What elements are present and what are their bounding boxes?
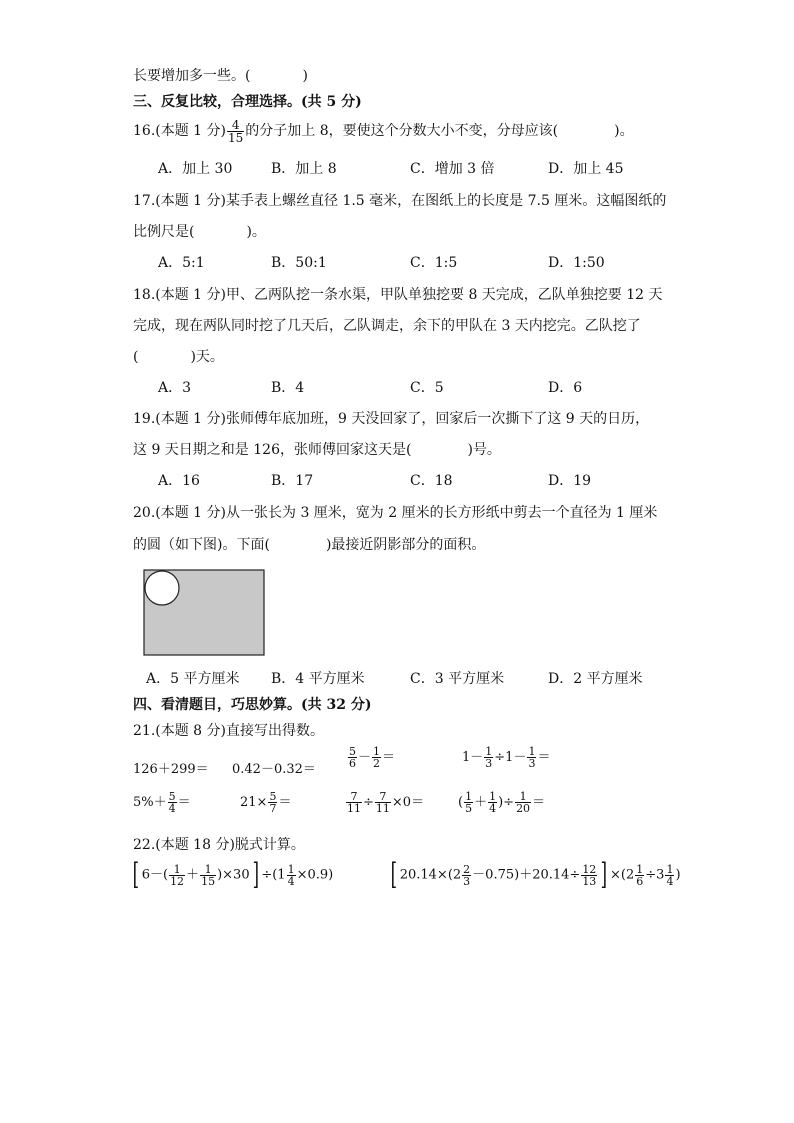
q20-line-2-text: 的圆（如下图)。下面( xyxy=(133,537,270,553)
q18-option-a[interactable]: A．3 xyxy=(158,380,192,396)
q21-prefix: 21.(本题 8 分)直接写出得数。 xyxy=(133,723,324,739)
q21-expr-6: 21× $\frac{5}{7}$ ＝ xyxy=(240,790,292,815)
q21-expr-7: $\frac{7}{11}$ ÷ $\frac{7}{11}$ ×0＝ xyxy=(347,790,425,815)
q17-option-a[interactable]: A．5:1 xyxy=(158,255,205,271)
cut-out-circle xyxy=(145,571,179,605)
q16-prefix: 16.(本题 1 分) xyxy=(133,123,226,139)
q17-line-2 xyxy=(133,222,266,242)
q18-option-d[interactable]: D．6 xyxy=(548,380,583,396)
q17-line-1: 17.(本题 1 分)某手表上螺丝直径 1.5 毫米，在图纸上的长度是 7.5 厘米。这幅图纸的 xyxy=(133,193,667,209)
q21-expr-2: 0.42－0.32＝ xyxy=(232,762,316,777)
q20-option-a[interactable]: A．5 平方厘米 xyxy=(146,671,240,687)
q16-fraction: $\frac{4}{15}$ xyxy=(228,117,244,145)
q18-line-3-open: ( xyxy=(133,349,139,365)
q18-option-c[interactable]: C．5 xyxy=(410,380,444,396)
section-3-title: 三、反复比较，合理选择。(共 5 分) xyxy=(133,94,362,110)
q16-option-c[interactable]: C．增加 3 倍 xyxy=(410,161,495,177)
q19-line-1: 19.(本题 1 分)张师傅年底加班，9 天没回家了，回家后一次撕下了这 9 天的日历， xyxy=(133,411,650,427)
q17-option-c[interactable]: C．1:5 xyxy=(410,255,458,271)
q17-option-d[interactable]: D．1:50 xyxy=(548,255,605,271)
q18-line-3 xyxy=(133,347,224,367)
q16-option-d[interactable]: D．加上 45 xyxy=(548,161,624,177)
q16-text: 的分子加上 8，要使这个分数大小不变，分母应该( xyxy=(245,123,559,139)
q18-line-2: 完成，现在两队同时挖了几天后，乙队调走，余下的甲队在 3 天内挖完。乙队挖了 xyxy=(133,318,641,334)
q22-expr-a: [ 6－( $\frac{1}{12}$ ＋ $\frac{1}{15}$ )×30] ÷(1 $\frac{1}{4}$ ×0.9) xyxy=(132,857,334,892)
q21-expr-8: ( $\frac{1}{5}$ ＋ $\frac{1}{4}$ )÷ $\frac{1}{20}$ ＝ xyxy=(458,790,546,815)
q19-option-d[interactable]: D．19 xyxy=(548,473,592,489)
q17-option-b[interactable]: B．50:1 xyxy=(271,255,327,271)
q19-line-2-text: 这 9 天日期之和是 126，张师傅回家这天是( xyxy=(133,442,412,458)
q19-line-2-end: )号。 xyxy=(467,442,501,458)
q16-option-a[interactable]: A．加上 30 xyxy=(158,161,233,177)
q20-option-d[interactable]: D．2 平方厘米 xyxy=(548,671,643,687)
q19-option-b[interactable]: B．17 xyxy=(271,473,314,489)
q22-expr-b: [ 20.14×(2 $\frac{2}{3}$ －0.75)＋20.14÷ $\frac{12}{13}$ ] ×(2 $\frac{1}{6}$ ÷3 $\frac{1}{4}$ ) xyxy=(390,857,681,892)
continuation-line xyxy=(133,66,308,86)
q20-figure xyxy=(142,568,267,658)
q16-end: )。 xyxy=(614,123,634,139)
continuation-end: ) xyxy=(302,68,308,84)
question-16 xyxy=(133,116,634,146)
continuation-text: 长要增加多一些。( xyxy=(133,68,251,84)
q18-option-b[interactable]: B．4 xyxy=(271,380,305,396)
q17-line-2-text: 比例尺是( xyxy=(133,224,195,240)
q16-option-b[interactable]: B．加上 8 xyxy=(271,161,337,177)
q20-line-1: 20.(本题 1 分)从一张长为 3 厘米，宽为 2 厘米的长方形纸中剪去一个直径为 1 厘米 xyxy=(133,505,658,521)
q19-option-a[interactable]: A．16 xyxy=(158,473,200,489)
q20-line-2 xyxy=(133,535,485,555)
q21-expr-1: 126＋299＝ xyxy=(133,762,209,777)
q19-line-2 xyxy=(133,440,501,460)
q18-line-1: 18.(本题 1 分)甲、乙两队挖一条水渠，甲队单独挖要 8 天完成，乙队单独挖要 12 天 xyxy=(133,287,663,303)
q21-expr-4: 1－ $\frac{1}{3}$ ÷1－ $\frac{1}{3}$ ＝ xyxy=(462,745,551,770)
q18-line-3-end: )天。 xyxy=(190,349,224,365)
q17-line-2-end: )。 xyxy=(246,224,266,240)
q20-line-2-end: )最接近阴影部分的面积。 xyxy=(325,537,486,553)
q21-expr-3: $\frac{5}{6}$ － $\frac{1}{2}$ ＝ xyxy=(349,745,396,770)
q20-option-c[interactable]: C．3 平方厘米 xyxy=(410,671,505,687)
q19-option-c[interactable]: C．18 xyxy=(410,473,453,489)
q20-option-b[interactable]: B．4 平方厘米 xyxy=(271,671,365,687)
section-4-title: 四、看清题目，巧思妙算。(共 32 分) xyxy=(133,697,372,713)
q21-expr-5: 5%＋ $\frac{5}{4}$ ＝ xyxy=(133,790,191,815)
q22-prefix: 22.(本题 18 分)脱式计算。 xyxy=(133,837,305,853)
